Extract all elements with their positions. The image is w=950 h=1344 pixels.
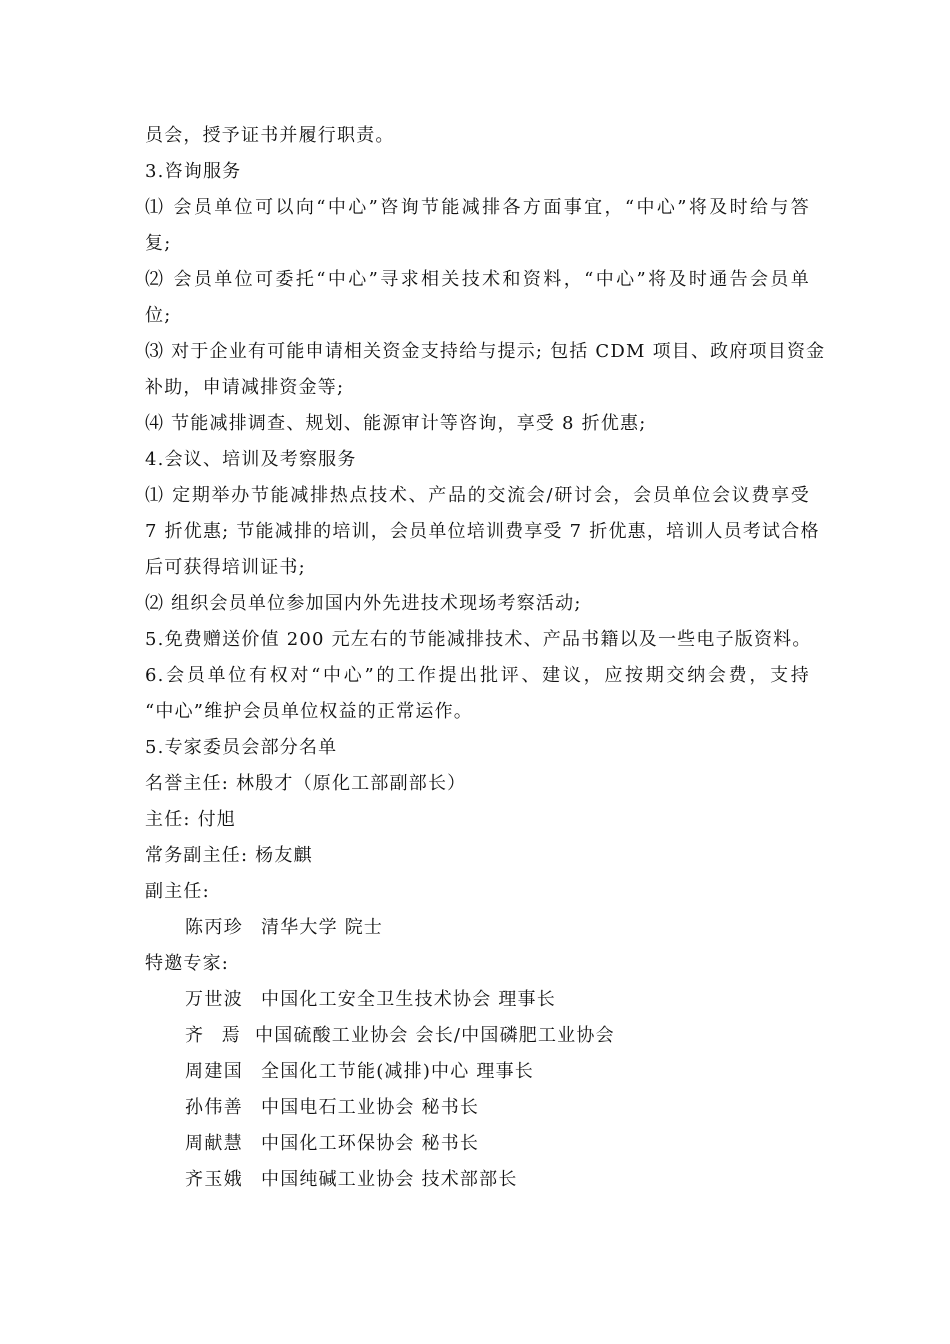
person-affiliation: 清华大学 院士 — [261, 917, 384, 938]
vice-director-label: 副主任: — [145, 881, 210, 902]
paragraph-line: ⑵ 会员单位可委托“中心”寻求相关技术和资料，“中心”将及时通告会员单 — [145, 269, 810, 290]
paragraph-line: 复; — [145, 233, 172, 254]
paragraph-line: 后可获得培训证书; — [145, 557, 306, 578]
expert-entry — [145, 1090, 810, 1126]
paragraph-line: ⑵ 组织会员单位参加国内外先进技术现场考察活动; — [145, 593, 582, 614]
paragraph-line: ⑶ 对于企业有可能申请相关资金支持给与提示; 包括 CDM 项目、政府项目资金 — [145, 341, 826, 362]
person-affiliation: 中国化工安全卫生技术协会 理事长 — [261, 989, 556, 1010]
person-affiliation: 中国电石工业协会 秘书长 — [261, 1097, 480, 1118]
paragraph-line: 6.会员单位有权对“中心”的工作提出批评、建议，应按期交纳会费，支持 — [145, 665, 810, 686]
paragraph-line: 7 折优惠; 节能减排的培训，会员单位培训费享受 7 折优惠，培训人员考试合格 — [145, 521, 820, 542]
vice-director-entry — [145, 910, 810, 946]
expert-entry — [145, 1054, 810, 1090]
paragraph-line: ⑴ 会员单位可以向“中心”咨询节能减排各方面事宜，“中心”将及时给与答 — [145, 197, 810, 218]
expert-entry — [145, 1018, 810, 1054]
director-line: 主任: 付旭 — [145, 809, 236, 830]
document-body — [145, 118, 826, 1198]
paragraph-line: ⑷ 节能减排调查、规划、能源审计等咨询，享受 8 折优惠; — [145, 413, 647, 434]
person-affiliation: 全国化工节能(减排)中心 理事长 — [261, 1061, 534, 1082]
person-affiliation: 中国纯碱工业协会 技术部部长 — [261, 1169, 518, 1190]
person-affiliation: 中国硫酸工业协会 会长/中国磷肥工业协会 — [255, 1025, 615, 1046]
honorary-director-line: 名誉主任: 林殷才（原化工部副部长） — [145, 773, 467, 794]
paragraph-line: 位; — [145, 305, 172, 326]
person-name: 周建国 — [185, 1061, 243, 1082]
paragraph-line: 员会，授予证书并履行职责。 — [145, 125, 395, 146]
paragraph-line: 5.免费赠送价值 200 元左右的节能减排技术、产品书籍以及一些电子版资料。 — [145, 629, 812, 650]
person-affiliation: 中国化工环保协会 秘书长 — [261, 1133, 480, 1154]
paragraph-line: 补助，申请减排资金等; — [145, 377, 345, 398]
person-name: 齐玉娥 — [185, 1169, 243, 1190]
person-name: 万世波 — [185, 989, 243, 1010]
section-heading: 4.会议、培训及考察服务 — [145, 449, 357, 470]
expert-entry — [145, 1162, 810, 1198]
expert-entry — [145, 1126, 810, 1162]
person-name: 齐 焉 — [185, 1025, 241, 1046]
expert-entry — [145, 982, 810, 1018]
person-name: 陈丙珍 — [185, 917, 243, 938]
person-name: 孙伟善 — [185, 1097, 243, 1118]
executive-vice-director-line: 常务副主任: 杨友麒 — [145, 845, 313, 866]
person-name: 周献慧 — [185, 1133, 243, 1154]
specially-invited-label: 特邀专家: — [145, 953, 230, 974]
paragraph-line: ⑴ 定期举办节能减排热点技术、产品的交流会/研讨会，会员单位会议费享受 — [145, 485, 810, 506]
paragraph-line: “中心”维护会员单位权益的正常运作。 — [145, 701, 474, 722]
section-heading: 5.专家委员会部分名单 — [145, 737, 338, 758]
section-heading: 3.咨询服务 — [145, 161, 242, 182]
